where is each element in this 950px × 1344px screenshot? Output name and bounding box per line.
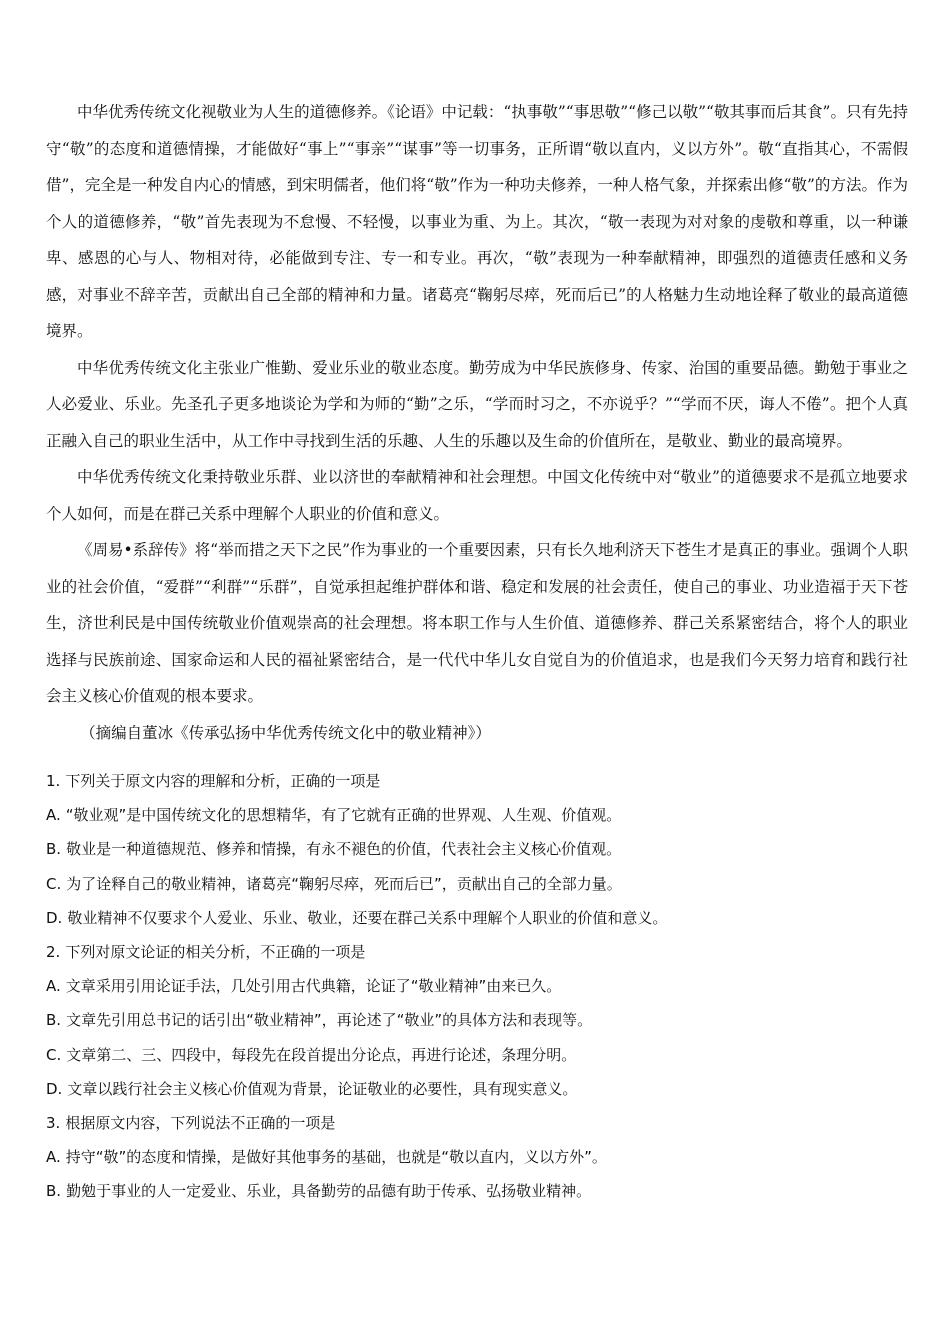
question-option (46, 901, 908, 935)
question-stem (46, 1106, 908, 1140)
passage-paragraph: 中华优秀传统文化主张业广惟勤、爱业乐业的敬业态度。勤劳成为中华民族修身、传家、治国的重要品德。勤勉于事业之人必爱业、乐业。先圣孔子更多地谈论为学和为师的“勤”之乐，“学而时习之，不亦说乎？”“学而不厌，诲人不倦”。把个人真正融入自己的职业生活中，从工作中寻找到生活的乐趣、人生的乐趣以及生命的价值所在，是敬业、勤业的最高境界。 (46, 358, 908, 450)
option-label: C. (46, 1045, 62, 1064)
question-stem-text: 根据原文内容，下列说法不正确的一项是 (65, 1114, 336, 1133)
option-text: 为了诠释自己的敬业精神，诸葛亮“鞠躬尽瘁，死而后已”，贡献出自己的全部力量。 (66, 874, 622, 893)
reading-passage (46, 94, 908, 751)
question-2 (46, 935, 908, 1106)
option-label: C. (46, 874, 62, 893)
question-number: 1. (46, 772, 61, 790)
option-label: B. (46, 1011, 62, 1030)
option-label: A. (46, 977, 61, 996)
question-option (46, 1038, 908, 1072)
passage-source: （摘编自董冰《传承弘扬中华优秀传统文化中的敬业精神》） (80, 723, 491, 742)
question-stem-text: 下列对原文论证的相关分析，不正确的一项是 (65, 943, 366, 962)
question-3 (46, 1106, 908, 1209)
question-option (46, 1174, 908, 1208)
question-stem (46, 764, 908, 798)
option-text: 勤勉于事业的人一定爱业、乐业，具备勤劳的品德有助于传承、弘扬敬业精神。 (66, 1182, 592, 1201)
option-label: A. (46, 1148, 61, 1167)
option-label: B. (46, 1182, 62, 1201)
question-option (46, 867, 908, 901)
question-list (46, 764, 908, 1209)
passage-paragraph: 中华优秀传统文化秉持敬业乐群、业以济世的奉献精神和社会理想。中国文化传统中对“敬业”的道德要求不是孤立地要求个人如何，而是在群己关系中理解个人职业的价值和意义。 (46, 468, 908, 523)
question-1 (46, 764, 908, 935)
question-stem-text: 下列关于原文内容的理解和分析，正确的一项是 (65, 772, 381, 790)
option-text: 敬业是一种道德规范、修养和情操，有永不褪色的价值，代表社会主义核心价值观。 (66, 840, 622, 859)
question-number: 2. (46, 943, 61, 962)
option-text: 敬业精神不仅要求个人爱业、乐业、敬业，还要在群己关系中理解个人职业的价值和意义。 (67, 908, 668, 927)
option-text: 文章先引用总书记的话引出“敬业精神”，再论述了“敬业”的具体方法和表现等。 (66, 1011, 593, 1030)
question-option (46, 1072, 908, 1106)
option-text: 文章第二、三、四段中，每段先在段首提出分论点，再进行论述，条理分明。 (66, 1045, 577, 1064)
passage-paragraph: 《周易•系辞传》将“举而措之天下之民”作为事业的一个重要因素，只有长久地利济天下苍生才是真正的事业。强调个人职业的社会价值，“爱群”“利群”“乐群”，自觉承担起维护群体和谐、稳定和发展的社会责任，使自己的事业、功业造福于天下苍生，济世利民是中国传统敬业价值观崇高的社会理想。将本职工作与人生价值、道德修养、群己关系紧密结合，将个人的职业选择与民族前途、国家命运和人民的福祉紧密结合，是一代代中华儿女自觉自为的价值追求，也是我们今天努力培育和践行社会主义核心价值观的根本要求。 (46, 541, 908, 705)
passage-paragraph: 中华优秀传统文化视敬业为人生的道德修养。《论语》中记载：“执事敬”“事思敬”“修己以敬”“敬其事而后其食”。只有先持守“敬”的态度和道德情操，才能做好“事上”“事亲”“谋事”等一切事务，正所谓“敬以直内，义以方外”。敬“直指其心，不需假借”，完全是一种发自内心的情感，到宋明儒者，他们将“敬”作为一种功夫修养，一种人格气象，并探索出修“敬”的方法。作为个人的道德修养，“敬”首先表现为不怠慢、不轻慢，以事业为重、为上。其次，“敬一表现为对对象的虔敬和尊重，以一种谦卑、感恩的心与人、物相对待，必能做到专注、专一和专业。再次，“敬”表现为一种奉献精神，即强烈的道德责任感和义务感，对事业不辞辛苦，贡献出自己全部的精神和力量。诸葛亮“鞠躬尽瘁，死而后已”的人格魅力生动地诠释了敬业的最高道德境界。 (46, 103, 908, 340)
option-text: 文章以践行社会主义核心价值观为背景，论证敬业的必要性，具有现实意义。 (67, 1079, 578, 1098)
question-number: 3. (46, 1114, 61, 1133)
option-label: B. (46, 840, 62, 859)
question-option (46, 798, 908, 832)
question-option (46, 832, 908, 866)
option-label: A. (46, 806, 61, 825)
option-text: “敬业观”是中国传统文化的思想精华，有了它就有正确的世界观、人生观、价值观。 (65, 806, 622, 825)
question-option (46, 1003, 908, 1037)
question-option (46, 969, 908, 1003)
option-label: D. (46, 908, 63, 927)
option-label: D. (46, 1079, 63, 1098)
question-option (46, 1140, 908, 1174)
option-text: 文章采用引用论证手法，几处引用古代典籍，论证了“敬业精神”由来已久。 (65, 977, 562, 996)
question-stem (46, 935, 908, 969)
option-text: 持守“敬”的态度和情操，是做好其他事务的基础，也就是“敬以直内，义以方外”。 (65, 1148, 607, 1167)
